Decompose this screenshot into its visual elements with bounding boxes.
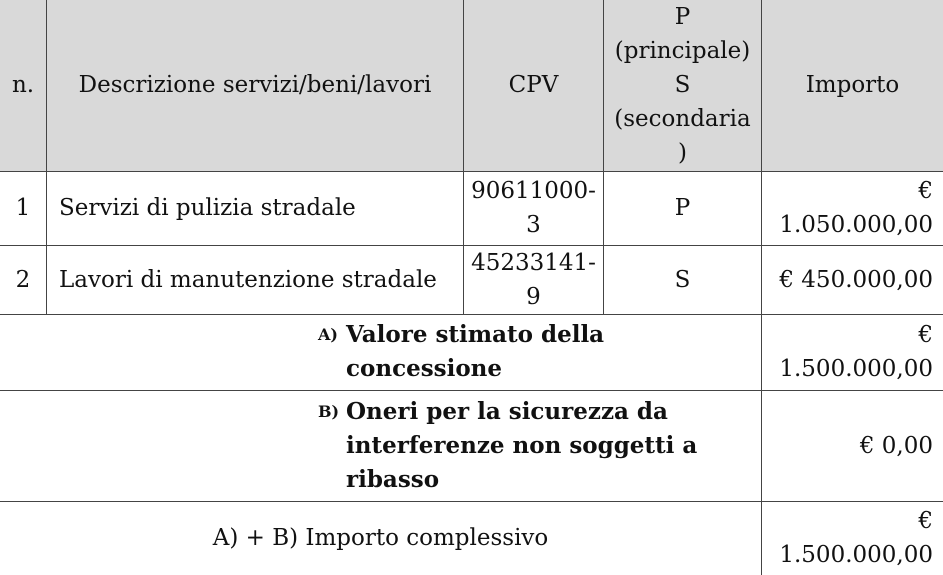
total-label-cell bbox=[0, 314, 762, 390]
row-ps: S bbox=[604, 245, 762, 314]
row-description: Lavori di manutenzione stradale bbox=[47, 245, 464, 314]
cpv-line: 90611000- bbox=[464, 174, 603, 208]
total-label-line: Valore stimato della bbox=[346, 318, 716, 352]
total-row bbox=[0, 314, 943, 390]
header-ps-line: ) bbox=[604, 136, 761, 170]
row-cpv bbox=[464, 171, 604, 245]
row-number: 2 bbox=[0, 245, 47, 314]
total-label-cell bbox=[0, 390, 762, 501]
final-row bbox=[0, 501, 943, 575]
header-ps-line: S bbox=[604, 68, 761, 102]
total-letter: B) bbox=[318, 395, 346, 497]
row-ps: P bbox=[604, 171, 762, 245]
final-amount bbox=[762, 501, 943, 575]
total-label-line: concessione bbox=[346, 352, 716, 386]
header-amount: Importo bbox=[762, 0, 943, 171]
header-ps-line: (secondaria bbox=[604, 102, 761, 136]
header-ps bbox=[604, 0, 762, 171]
total-label-line: Oneri per la sicurezza da bbox=[346, 395, 716, 429]
amount-line: € bbox=[762, 174, 933, 208]
total-amount: € 0,00 bbox=[762, 390, 943, 501]
header-description: Descrizione servizi/beni/lavori bbox=[47, 0, 464, 171]
total-amount bbox=[762, 314, 943, 390]
cpv-line: 45233141- bbox=[464, 246, 603, 280]
header-cpv: CPV bbox=[464, 0, 604, 171]
total-label-line: interferenze non soggetti a bbox=[346, 429, 716, 463]
total-letter: A) bbox=[318, 318, 346, 386]
row-number: 1 bbox=[0, 171, 47, 245]
amount-line: 1.500.000,00 bbox=[762, 538, 933, 572]
header-ps-line: (principale) bbox=[604, 34, 761, 68]
final-label: A) + B) Importo complessivo bbox=[0, 501, 762, 575]
header-ps-line: P bbox=[604, 0, 761, 34]
row-cpv bbox=[464, 245, 604, 314]
table-row bbox=[0, 245, 943, 314]
amount-line: 1.500.000,00 bbox=[762, 352, 933, 386]
header-n: n. bbox=[0, 0, 47, 171]
header-row bbox=[0, 0, 943, 171]
total-row bbox=[0, 390, 943, 501]
amount-line: 1.050.000,00 bbox=[762, 208, 933, 242]
cpv-line: 9 bbox=[464, 280, 603, 314]
cpv-line: 3 bbox=[464, 208, 603, 242]
amount-line: € bbox=[762, 504, 933, 538]
total-label-line: ribasso bbox=[346, 463, 716, 497]
amount-line: € bbox=[762, 318, 933, 352]
row-amount: € 450.000,00 bbox=[762, 245, 943, 314]
table-row bbox=[0, 171, 943, 245]
row-description: Servizi di pulizia stradale bbox=[47, 171, 464, 245]
row-amount bbox=[762, 171, 943, 245]
